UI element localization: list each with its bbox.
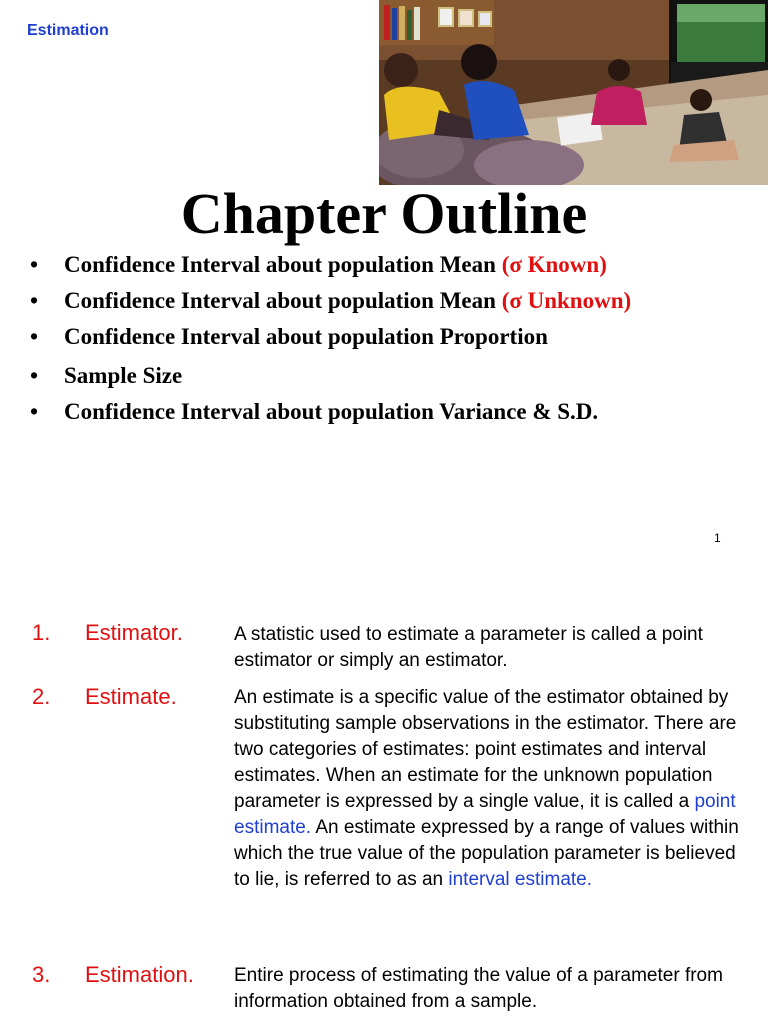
point-estimate-term: point estimate. [234, 791, 736, 838]
definition-term: Estimation. [85, 962, 194, 987]
interval-estimate-term: interval estimate. [448, 869, 593, 890]
definition-text: An estimate expressed by a range of values within which the true value of the population parameter is believed to lie, is referred to as an [234, 817, 739, 890]
page-title: Chapter Outline [180, 181, 588, 246]
slide-definitions [0, 560, 768, 1024]
outline-item-qualifier: (σ Unknown) [501, 288, 632, 313]
definition-number: 2. [32, 684, 51, 709]
bullet-icon: • [30, 399, 39, 424]
list-item [30, 250, 631, 286]
outline-item-text: Sample Size [64, 363, 183, 388]
list-item [30, 358, 631, 397]
outline-item-text: Confidence Interval about population Proportion [64, 324, 548, 349]
definition-term: Estimate. [85, 684, 177, 709]
definition-body [234, 685, 744, 893]
page-number: 1 [714, 531, 721, 545]
definition-text: An estimate is a specific value of the estimator obtained by substituting sample observations in the estimator. There are two categories of estimates: point estimates and interval estimates. When an estimate for the unknown population parameter is expressed by a single value, it is called a [234, 687, 737, 812]
definition-term: Estimator. [85, 620, 183, 645]
definition-body: Entire process of estimating the value of a parameter from information obtained from a sample. [234, 965, 723, 1012]
outline-item-text: Confidence Interval about population Mean [64, 288, 502, 313]
list-item [30, 322, 631, 358]
header-label: Estimation [27, 22, 109, 39]
family-watching-tv-photo [379, 0, 768, 185]
outline-item-text: Confidence Interval about population Mean [64, 252, 502, 277]
outline-item-qualifier: (σ Known) [501, 252, 607, 277]
family-photo-illustration [379, 0, 768, 185]
outline-item-text: Confidence Interval about population Variance & S.D. [64, 399, 599, 424]
bullet-icon: • [30, 252, 39, 277]
chapter-outline-list [30, 250, 631, 433]
definition-number: 3. [32, 962, 51, 987]
bullet-icon: • [30, 288, 39, 313]
definition-number: 1. [32, 620, 51, 645]
list-item [30, 286, 631, 322]
bullet-icon: • [30, 363, 39, 388]
definition-body: A statistic used to estimate a parameter is called a point estimator or simply an estimator. [234, 624, 703, 671]
bullet-icon: • [30, 324, 39, 349]
list-item [30, 397, 631, 433]
